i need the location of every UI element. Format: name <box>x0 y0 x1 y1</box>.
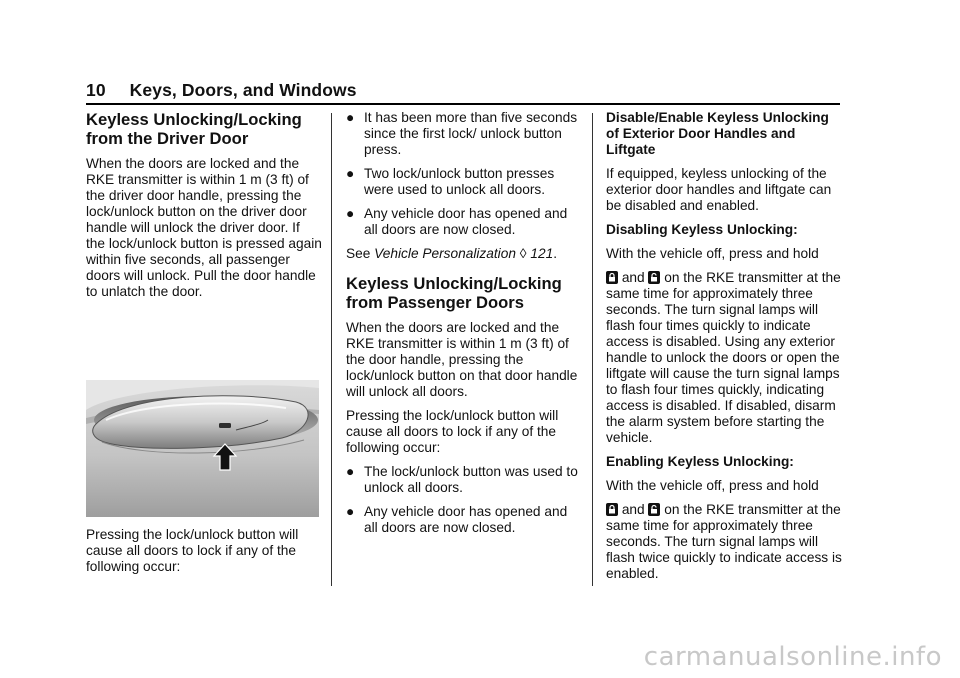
unlock-button-icon <box>648 271 660 284</box>
paragraph: With the vehicle off, press and hold <box>606 478 819 493</box>
column-divider-2 <box>592 113 593 586</box>
paragraph-text: on the RKE transmitter at the same time for approximately three seconds. The turn signal lamps will flash twice quickly to indicate access is enabled. <box>606 502 842 581</box>
cross-reference <box>346 246 582 262</box>
paragraph-text: on the RKE transmitter at the same time for approximately three seconds. The turn signal lamps will flash four times quickly to indicate access is disabled. Using any exterior handle to unlock the doors or open the liftgate will cause the turn signal lamps to flash four times quickly, indicating access is disabled. If disabled, disarm the alarm system before starting the vehicle. <box>606 270 841 445</box>
list-item <box>346 206 582 238</box>
list-item <box>346 110 582 158</box>
column-1 <box>86 110 322 583</box>
section-heading-passenger-doors: Keyless Unlocking/Locking from Passenger Doors <box>346 274 562 312</box>
section-title: Keys, Doors, and Windows <box>129 80 357 100</box>
paragraph: When the doors are locked and the RKE transmitter is within 1 m (3 ft) of the door handle, pressing the lock/unlock button on that door handle will unlock all doors. <box>346 320 578 399</box>
paragraph: Pressing the lock/unlock button will cause all doors to lock if any of the following occur: <box>86 527 299 574</box>
list-item <box>346 504 582 536</box>
list-item <box>346 464 582 496</box>
subheading-disabling: Disabling Keyless Unlocking: <box>606 222 798 237</box>
bullet-glyph: ● <box>346 504 355 519</box>
list-item-text: Any vehicle door has opened and all doors are now closed. <box>364 206 568 237</box>
list-item-text: The lock/unlock button was used to unlock all doors. <box>364 464 578 495</box>
bullet-glyph: ● <box>346 166 355 181</box>
list-item <box>346 166 582 198</box>
door-handle-illustration <box>86 380 319 517</box>
list-item-text: Any vehicle door has opened and all doors are now closed. <box>364 504 568 535</box>
unlock-button-icon <box>648 503 660 516</box>
bullet-glyph: ● <box>346 464 355 479</box>
see-prefix: See <box>346 246 371 261</box>
column-3 <box>606 110 842 590</box>
vehicle-personalization-link[interactable]: Vehicle Personalization <box>374 246 516 261</box>
paragraph: Pressing the lock/unlock button will cause all doors to lock if any of the following occur: <box>346 408 559 455</box>
column-divider-1 <box>331 113 332 586</box>
section-heading-disable-enable: Disable/Enable Keyless Unlocking of Exterior Door Handles and Liftgate <box>606 110 829 157</box>
column-2 <box>346 110 582 544</box>
page-ref-arrow-icon: ◊ <box>519 246 527 261</box>
lock-button-icon <box>606 503 618 516</box>
paragraph: If equipped, keyless unlocking of the exterior door handles and liftgate can be disabled and enabled. <box>606 166 832 213</box>
and-text: and <box>621 270 645 285</box>
and-text: and <box>621 502 645 517</box>
paragraph: With the vehicle off, press and hold <box>606 246 819 261</box>
bullet-glyph: ● <box>346 110 355 125</box>
section-heading-driver-door: Keyless Unlocking/Locking from the Driver Door <box>86 110 302 148</box>
list-item-text: Two lock/unlock button presses were used to unlock all doors. <box>364 166 555 197</box>
bullet-glyph: ● <box>346 206 355 221</box>
page-number: 10 <box>86 80 106 100</box>
watermark: carmanualsonline.info <box>643 642 942 672</box>
subheading-enabling: Enabling Keyless Unlocking: <box>606 454 794 469</box>
page-header <box>86 80 357 101</box>
period: . <box>553 246 557 261</box>
paragraph: When the doors are locked and the RKE transmitter is within 1 m (3 ft) of the driver door handle, pressing the lock/unlock button on the driver door handle will unlock the driver door. If the lock/unlock button is pressed again within five seconds, all passenger doors will unlock. Pull the door handle to unlatch the door. <box>86 156 322 299</box>
paragraph-with-icons <box>606 270 842 446</box>
page-ref-number: 121 <box>530 246 554 261</box>
list-item-text: It has been more than five seconds since the first lock/ unlock button press. <box>364 110 578 157</box>
paragraph-with-icons <box>606 502 842 582</box>
lock-button-icon <box>606 271 618 284</box>
header-rule <box>86 103 840 105</box>
door-handle-image <box>86 380 319 517</box>
